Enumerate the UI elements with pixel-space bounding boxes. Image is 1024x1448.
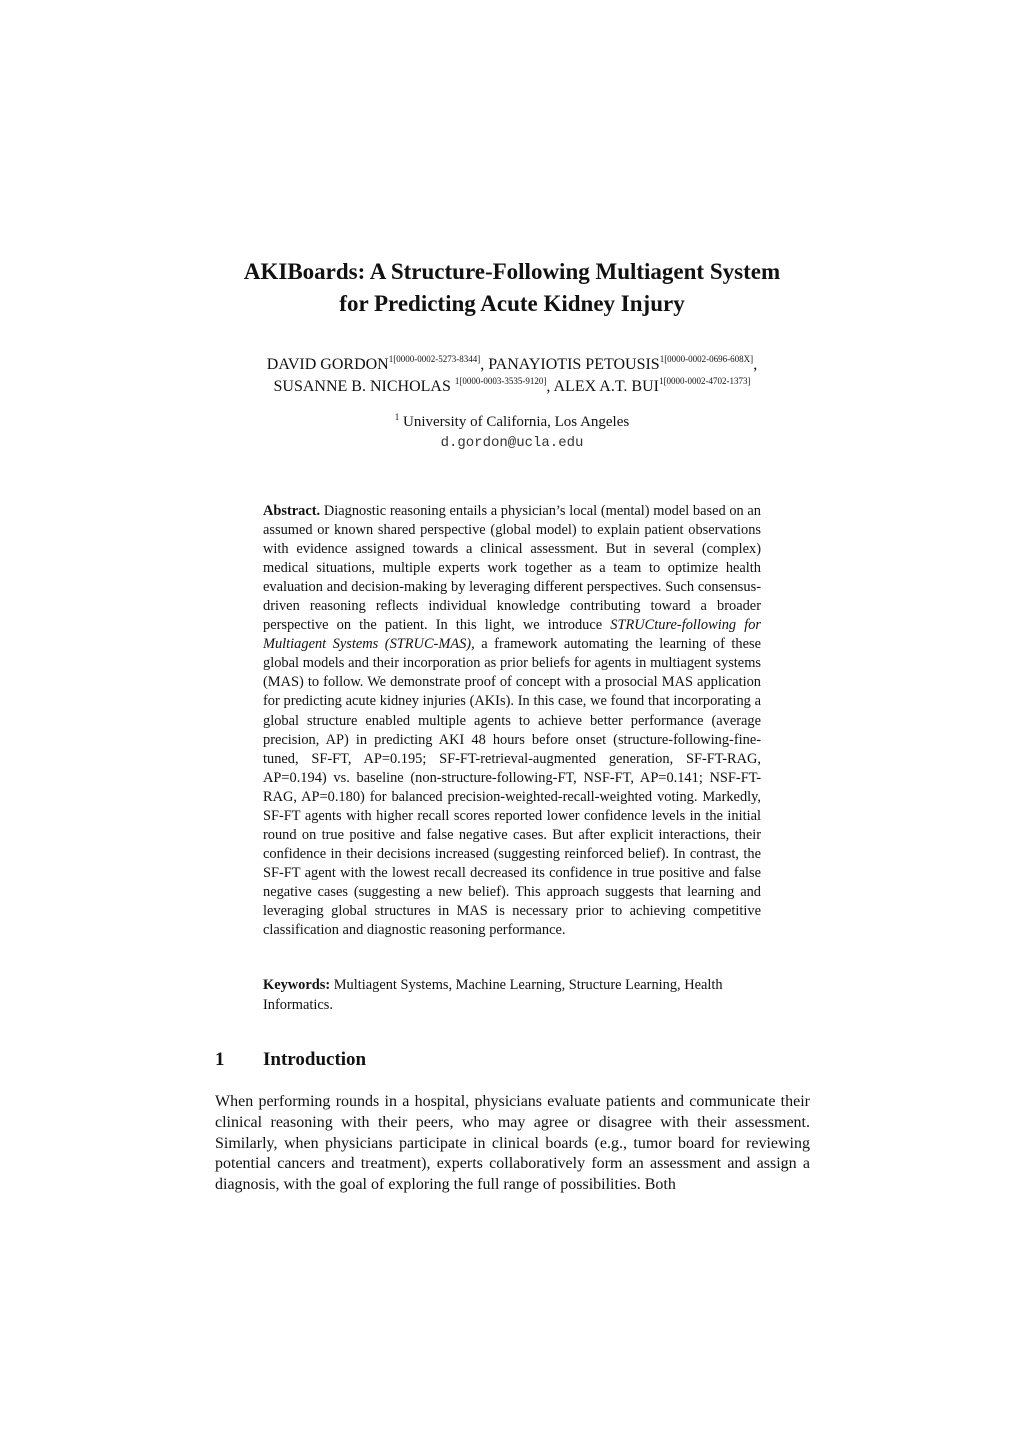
author-orcid: 1[0000-0003-3535-9120] xyxy=(454,376,547,386)
section-title: Introduction xyxy=(263,1049,367,1070)
title-line-2: for Predicting Acute Kidney Injury xyxy=(339,291,685,316)
abstract-text-part-2: a framework automating the learning of these global models and their incorporation as prior beliefs for agents in multiagent systems (MAS) to follow. We demonstrate proof of concept with a prosocial MAS application for predicting acute kidney injuries (AKIs). In this case, we found that incorporating a global structure enabled multiple agents to achieve better performance (average precision, AP) in predicting AKI 48 hours before onset (structure-following-fine-tuned, SF-FT, AP=0.195; SF-FT-retrieval-augmented generation, SF-FT-RAG, AP=0.194) vs. baseline (non-structure-following-FT, NSF-FT, AP=0.141; NSF-FT-RAG, AP=0.180) for balanced precision-weighted-recall-weighted voting. Markedly, SF-FT agents with higher recall scores reported lower confidence levels in the initial round on true positive and false negative cases. But after explicit interactions, their confidence in their decisions increased (suggesting reinforced belief). In contrast, the SF-FT agent with the lowest recall decreased its confidence in true positive and false negative cases (suggesting a new belief). This approach suggests that learning and leveraging global structures in MAS is necessary prior to achieving competitive classification and diagnostic reasoning performance. xyxy=(263,636,761,939)
keywords-text: Multiagent Systems, Machine Learning, Structure Learning, Health Informatics. xyxy=(263,977,723,1013)
author-name: PANAYIOTIS PETOUSIS xyxy=(488,356,660,373)
abstract-text-part-1: Diagnostic reasoning entails a physician’s local (mental) model based on an assumed or known shared perspective (global model) to explain patient observations with evidence assigned towards a clinical assessment. But in several (complex) medical situations, multiple experts work together as a team to optimize health evaluation and decision-making by leveraging different perspectives. Such consensus-driven reasoning reflects individual knowledge contributing toward a broader perspective on the patient. In this light, we introduce xyxy=(263,503,761,634)
paper-title xyxy=(150,256,874,320)
author-orcid: 1[0000-0002-4702-1373] xyxy=(658,376,751,386)
author-name: ALEX A.T. BUI xyxy=(553,378,659,395)
author-orcid: 1[0000-0002-5273-8344] xyxy=(388,354,481,364)
affiliation-marker: 1 xyxy=(394,412,400,422)
author-email[interactable]: d.gordon@ucla.edu xyxy=(440,435,584,451)
section-heading xyxy=(215,1047,366,1073)
affiliation-name: University of California, Los Angeles xyxy=(403,414,630,430)
section-number: 1 xyxy=(215,1049,225,1070)
affiliation-block xyxy=(150,412,874,453)
author-name: DAVID GORDON xyxy=(266,356,389,373)
abstract xyxy=(263,502,761,940)
author-name: SUSANNE B. NICHOLAS xyxy=(273,378,451,395)
author-orcid: 1[0000-0002-0696-608X] xyxy=(659,354,754,364)
keywords-label: Keywords: xyxy=(263,977,331,993)
author-list: DAVID $GORDON^{1[0000-0002-5273-8344]}$, PANAYIOTIS $PETOUSIS^{1[0000-0002-0696-608X]}$, SUSANNE B. NICHOLAS $^{1[0000-0003-3535-9120]}$, ALEX A.T. $BUI^{1[0000-0002-4702-1373]}$ xyxy=(266,354,758,395)
abstract-label: Abstract. xyxy=(263,503,321,519)
body-paragraph xyxy=(215,1092,810,1196)
keywords xyxy=(263,976,761,1015)
abstract-framework-name: STRUCture-following for Multiagent Systems (STRUC-MAS), xyxy=(263,617,762,653)
intro-paragraph: When performing rounds in a hospital, physicians evaluate patients and communicate their clinical reasoning with their peers, who may agree or disagree with their assessment. Similarly, when physicians participate in clinical boards (e.g., tumor board for reviewing potential cancers and treatment), experts collaboratively form an assessment and assign a diagnosis, with the goal of exploring the full range of possibilities. Both xyxy=(215,1093,810,1194)
title-line-1: AKIBoards: A Structure-Following Multiagent System xyxy=(243,259,781,284)
